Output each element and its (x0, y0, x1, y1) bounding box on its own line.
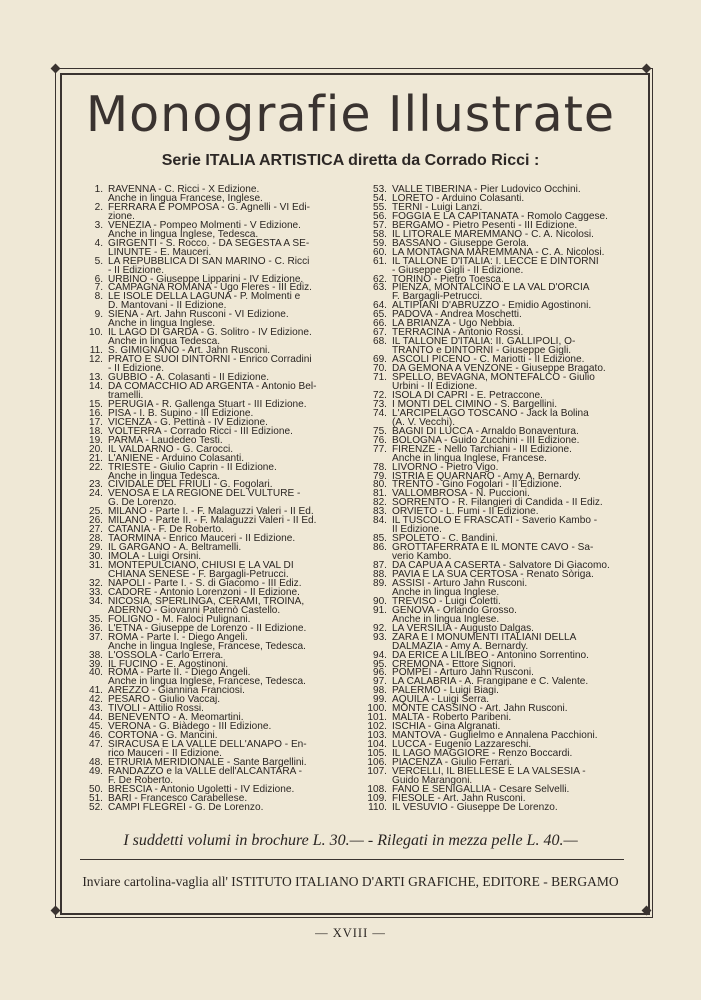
item-line: VERONA - G. Biàdego - III Edizione. (108, 721, 272, 733)
item-number: 49. (88, 765, 103, 777)
item-number: 65. (372, 309, 387, 321)
item-line: II Edizione. (392, 524, 442, 536)
item-number: 28. (88, 533, 103, 545)
item-number: 81. (372, 488, 387, 500)
item-number: 96. (372, 667, 387, 679)
item-line: TORINO - Pietro Toesca. (392, 273, 504, 285)
divider (80, 859, 624, 860)
item-line: Anche in lingua Tedesca. (108, 336, 221, 348)
item-number: 88. (372, 568, 387, 580)
item-number: 59. (372, 237, 387, 249)
item-number: 90. (372, 595, 387, 607)
item-number: 63. (372, 282, 387, 294)
item-line: SIENA - Art. Jahn Rusconi - VI Edizione. (108, 309, 289, 321)
item-line: PIACENZA - Giulio Ferrari. (392, 757, 513, 768)
item-line: GROTTAFERRATA E IL MONTE CAVO - Sa- (392, 542, 594, 554)
item-number: 16. (88, 407, 103, 419)
item-line: DA CAPUA A CASERTA - Salvatore Di Giacomo. (392, 560, 610, 572)
item-line: DA COMACCHIO AD ARGENTA - Antonio Bel- (108, 380, 317, 392)
item-number: 18. (88, 425, 103, 437)
item-number: 3. (94, 219, 103, 231)
item-line: PISA - I. B. Supino - III Edizione. (108, 407, 254, 419)
item-line: - II Edizione. (108, 264, 165, 276)
item-number: 57. (372, 219, 387, 231)
item-line: CAMPI FLEGREI - G. De Lorenzo. (108, 801, 264, 813)
price-line: I suddetti volumi in brochure L. 30.— - Rilegati in mezza pelle L. 40.— (123, 832, 578, 849)
item-line: IL VESUVIO - Giuseppe De Lorenzo. (392, 801, 558, 813)
item-number: 72. (372, 389, 387, 401)
item-number: 39. (88, 658, 103, 670)
item-number: 87. (372, 560, 387, 572)
item-number: 38. (88, 649, 103, 661)
item-number: 95. (372, 658, 387, 670)
item-line: VERCELLI, IL BIELLESE E LA VALSESIA - (392, 765, 586, 777)
item-number: 69. (372, 354, 387, 366)
item-number: 55. (372, 201, 387, 213)
item-number: 44. (88, 712, 103, 724)
item-line: IL TUSCOLO E FRASCATI - Saverio Kambo - (392, 515, 598, 527)
item-line: ZARA E I MONUMENTI ITALIANI DELLA (392, 631, 577, 643)
item-line: LA MONTAGNA MAREMMANA - C. A. Nicolosi. (392, 246, 605, 258)
item-number: 37. (88, 631, 103, 643)
monograph-list-right (366, 186, 636, 813)
item-number: 40. (88, 667, 103, 679)
item-line: IL LAGO DI GARDA - G. Solitro - IV Edizione. (108, 327, 312, 339)
list-item (366, 801, 636, 813)
item-number: 9. (94, 309, 103, 321)
item-number: 8. (94, 291, 103, 303)
item-number: 93. (372, 631, 387, 643)
item-line: LA VERSILIA - Augusto Dalgas. (392, 622, 534, 634)
item-number: 109. (367, 792, 387, 804)
item-line: MONTE CASSINO - Art. Jahn Rusconi. (392, 703, 568, 715)
item-line: Anche in lingua Inglese. (392, 613, 500, 625)
item-line: Guido Marangoni. (392, 774, 473, 786)
item-line: LA CALABRIA - A. Frangipane e C. Valente. (392, 676, 589, 688)
item-number: 42. (88, 694, 103, 706)
item-number: 103. (367, 730, 387, 742)
item-text (392, 801, 636, 813)
item-number: 58. (372, 228, 387, 240)
item-line: SORRENTO - R. Filangieri di Candida - II Ediz. (392, 497, 603, 509)
item-number: 47. (88, 739, 103, 751)
item-number: 102. (367, 721, 387, 733)
item-line: TERNI - Luigi Lanzi. (392, 201, 483, 213)
item-line: D. Mantovani - II Edizione. (108, 300, 227, 312)
item-line: MANTOVA - Guglielmo e Annalena Pacchioni. (392, 730, 598, 742)
item-line: CAMPAGNA ROMANA - Ugo Fleres - III Ediz. (108, 282, 312, 294)
item-line: IL LITORALE MAREMMANO - C. A. Nicolosi. (392, 228, 594, 240)
item-number: 76. (372, 434, 387, 446)
item-line: TAORMINA - Enrico Mauceri - II Edizione. (108, 533, 296, 545)
item-line: IL LAGO MAGGIORE - Renzo Boccardi. (392, 748, 573, 760)
item-number: 30. (88, 551, 103, 563)
item-line: tramelli. (108, 389, 144, 401)
item-line: SPOLETO - C. Bandini. (392, 533, 498, 545)
item-line: SPELLO, BEVAGNA, MONTEFALCO - Giulio (392, 372, 595, 384)
item-line: MILANO - Parte I. - F. Malaguzzi Valeri - II Ed. (108, 506, 314, 518)
item-line: TRIESTE - Giulio Caprin - II Edizione. (108, 461, 277, 473)
item-number: 2. (94, 201, 103, 213)
item-number: 29. (88, 542, 103, 554)
item-number: 21. (88, 452, 103, 464)
item-line: SIRACUSA E LA VALLE DELL'ANAPO - En- (108, 739, 307, 751)
item-number: 12. (88, 354, 103, 366)
item-line: CIVIDALE DEL FRIULI - G. Fogolari. (108, 479, 273, 491)
item-line: ORVIETO - L. Fumi - II Edizione. (392, 506, 539, 518)
item-line: ASSISI - Arturo Jahn Rusconi. (392, 577, 528, 589)
item-number: 53. (372, 184, 387, 195)
list-item (366, 631, 636, 652)
item-number: 70. (372, 363, 387, 375)
item-number: 6. (94, 273, 103, 285)
item-number: 101. (367, 712, 387, 724)
item-number: 60. (372, 246, 387, 258)
item-number: 77. (372, 443, 387, 455)
item-line: VICENZA - G. Pettinà - IV Edizione. (108, 416, 268, 428)
item-line: CORTONA - G. Mancini. (108, 730, 218, 742)
item-line: LE ISOLE DELLA LAGUNA - P. Molmenti e (108, 291, 301, 303)
item-line: PARMA - Laudedeo Testi. (108, 434, 223, 446)
item-number: 32. (88, 577, 103, 589)
item-number: 36. (88, 622, 103, 634)
item-number: 62. (372, 273, 387, 285)
item-number: 1. (94, 184, 103, 195)
publisher-line: Inviare cartolina-vaglia all' ISTITUTO ITALIANO D'ARTI GRAFICHE, EDITORE - BERGAMO (82, 874, 619, 889)
item-number: 68. (372, 336, 387, 348)
item-line: PRATO E SUOI DINTORNI - Enrico Corradini (108, 354, 312, 366)
item-line: GUBBIO - A. Colasanti - II Edizione. (108, 372, 270, 384)
page-number: — XVIII — (315, 926, 386, 940)
series-subtitle: Serie ITALIA ARTISTICA diretta da Corrado Ricci : (161, 152, 540, 169)
list-item (366, 255, 636, 276)
item-line: LA BRIANZA - Ugo Nebbia. (392, 318, 515, 330)
item-number: 33. (88, 586, 103, 598)
item-number: 75. (372, 425, 387, 437)
item-number: 26. (88, 515, 103, 527)
item-line: LINUNTE - E. Mauceri. (108, 246, 212, 258)
item-line: NAPOLI - Parte I. - S. di Giacomo - III Ediz. (108, 577, 302, 589)
item-line: PESARO - Giulio Vaccaj. (108, 694, 221, 706)
item-line: BERGAMO - Pietro Pesenti - III Edizione. (392, 219, 578, 231)
item-line: DA ERICE A LILIBEO - Antonino Sorrentino. (392, 649, 589, 661)
item-line: LIVORNO - Pietro Vigo. (392, 461, 499, 473)
item-line: Anche in lingua Inglese, Francese. (392, 452, 547, 464)
item-number: 92. (372, 622, 387, 634)
item-number: 34. (88, 595, 103, 607)
item-number: 78. (372, 461, 387, 473)
item-line: GIRGENTI - S. Rocco. - DA SEGESTA A SE- (108, 237, 310, 249)
item-line: Anche in lingua Francese, Inglese. (108, 192, 263, 204)
item-line: IL TALLONE D'ITALIA: I. LECCE E DINTORNI (392, 255, 599, 267)
item-line: L'ANIENE - Arduino Colasanti. (108, 452, 245, 464)
item-line: IL FUCINO - E. Agostinoni. (108, 658, 229, 670)
item-line: CATANIA - F. De Roberto. (108, 524, 224, 536)
item-number: 51. (88, 792, 103, 804)
item-line: FANO E SENIGALLIA - Cesare Selvelli. (392, 783, 570, 795)
item-line: I MONTI DEL CIMINO - S. Bargellini. (392, 398, 558, 410)
item-number: 98. (372, 685, 387, 697)
item-number: 7. (94, 282, 103, 294)
item-number: 48. (88, 757, 103, 768)
item-line: ROMA - Parte I. - Diego Angeli. (108, 631, 248, 643)
item-text (392, 255, 636, 276)
item-line: CHIANA SENESE - F. Bargagli-Petrucci. (108, 568, 289, 580)
item-line: verio Kambo. (392, 551, 452, 563)
page-title: Monografie Illustrate (85, 86, 616, 143)
item-text (108, 255, 344, 276)
item-line: DALMAZIA - Amy A. Bernardy. (392, 640, 529, 652)
item-number: 31. (88, 560, 103, 572)
item-line: F. De Roberto. (108, 774, 174, 786)
item-line: PADOVA - Andrea Moschetti. (392, 309, 522, 321)
item-line: TREVISO - Luigi Coletti. (392, 595, 501, 607)
item-line: IMOLA - Luigi Orsini. (108, 551, 202, 563)
item-line: VALLE TIBERINA - Pier Ludovico Occhini. (392, 184, 581, 195)
item-number: 25. (88, 506, 103, 518)
item-number: 108. (367, 783, 387, 795)
item-line: BOLOGNA - Guido Zucchini - III Edizione. (392, 434, 580, 446)
item-line: GENOVA - Orlando Grosso. (392, 604, 517, 616)
item-line: POMPEI - Arturo Jahn Rusconi. (392, 667, 534, 679)
item-number: 79. (372, 470, 387, 482)
list-item (82, 255, 344, 276)
item-line: MONTEPULCIANO, CHIUSI E LA VAL DI (108, 560, 294, 572)
item-text (392, 443, 636, 464)
item-number: 5. (94, 255, 103, 267)
monograph-list-left (82, 186, 344, 813)
item-line: RANDAZZO e la VALLE dell'ALCANTARA - (108, 765, 302, 777)
item-number: 80. (372, 479, 387, 491)
item-number: 41. (88, 685, 103, 697)
item-line: CREMONA - Ettore Signori. (392, 658, 516, 670)
item-number: 35. (88, 613, 103, 625)
item-number: 99. (372, 694, 387, 706)
item-number: 56. (372, 210, 387, 222)
item-line: - II Edizione. (108, 363, 165, 375)
item-number: 10. (88, 327, 103, 339)
item-number: 14. (88, 380, 103, 392)
item-line: BRESCIA - Antonio Ugoletti - IV Edizione. (108, 783, 295, 795)
item-number: 106. (367, 757, 387, 768)
item-number: 13. (88, 372, 103, 384)
item-line: ALTIPIANI D'ABRUZZO - Emidio Agostinoni. (392, 300, 592, 312)
list-item (82, 631, 344, 652)
item-line: ADERNO - Giovanni Paternò Castello. (108, 604, 281, 616)
item-line: TRENTO - Gino Fogolari - II Edizione. (392, 479, 562, 491)
item-line: F. Bargagli-Petrucci. (392, 291, 483, 303)
item-line: FOGGIA E LA CAPITANATA - Romolo Caggese. (392, 210, 608, 222)
item-number: 20. (88, 443, 103, 455)
item-text (108, 631, 344, 652)
item-line: TIVOLI - Attilio Rossi. (108, 703, 204, 715)
item-number: 110. (368, 801, 387, 813)
item-line: PIENZA, MONTALCINO E LA VAL D'ORCIA (392, 282, 590, 294)
item-line: (A. V. Vecchi). (392, 416, 456, 428)
item-number: 45. (88, 721, 103, 733)
item-number: 73. (372, 398, 387, 410)
item-number: 107. (367, 765, 387, 777)
item-line: rico Mauceri - II Edizione. (108, 748, 222, 760)
item-line: FIRENZE - Nello Tarchiani - III Edizione. (392, 443, 572, 455)
item-line: DA GEMONA A VENZONE - Giuseppe Bragato. (392, 363, 606, 375)
list-item (366, 443, 636, 464)
item-text (392, 631, 636, 652)
item-number: 97. (372, 676, 387, 688)
item-number: 46. (88, 730, 103, 742)
item-line: LA REPUBBLICA DI SAN MARINO - C. Ricci (108, 255, 310, 267)
item-line: BASSANO - Giuseppe Gerola. (392, 237, 529, 249)
item-line: S. GIMIGNANO - Art. Jahn Rusconi. (108, 345, 271, 357)
item-line: ISTRIA E QUARNARO - Amy A. Bernardy. (392, 470, 581, 482)
item-number: 100. (367, 703, 387, 715)
item-number: 19. (88, 434, 103, 446)
item-line: Anche in lingua Inglese, Francese, Tedesca. (108, 676, 306, 688)
item-line: ISOLA DI CAPRI - E. Petraccone. (392, 389, 543, 401)
item-number: 23. (88, 479, 103, 491)
item-line: FOLIGNO - M. Faloci Pulignani. (108, 613, 251, 625)
item-line: PAVIA E LA SUA CERTOSA - Renato Sòriga. (392, 568, 594, 580)
item-number: 64. (372, 300, 387, 312)
item-number: 27. (88, 524, 103, 536)
item-line: VOLTERRA - Corrado Ricci - III Edizione. (108, 425, 293, 437)
item-number: 61. (372, 255, 387, 267)
item-line: VENEZIA - Pompeo Molmenti - V Edizione. (108, 219, 301, 231)
item-line: TRANTO e DINTORNI - Giuseppe Gigli. (392, 345, 572, 357)
item-line: BAGNI DI LUCCA - Arnaldo Bonaventura. (392, 425, 579, 437)
item-number: 22. (88, 461, 103, 473)
item-number: 17. (88, 416, 103, 428)
item-line: PERUGIA - R. Gallenga Stuart - III Edizione. (108, 398, 307, 410)
item-line: FIESOLE - Art. Jahn Rusconi. (392, 792, 526, 804)
item-line: LUCCA - Eugenio Lazzareschi. (392, 739, 532, 751)
item-number: 91. (372, 604, 387, 616)
item-line: BENEVENTO - A. Meomartini. (108, 712, 244, 724)
list-item (82, 237, 344, 258)
item-number: 43. (88, 703, 103, 715)
item-line: BARI - Francesco Carabellese. (108, 792, 248, 804)
item-line: IL VALDARNO - G. Carocci. (108, 443, 234, 455)
item-line: Urbini - II Edizione. (392, 380, 478, 392)
item-number: 71. (372, 372, 387, 384)
item-line: Anche in lingua Inglese, Tedesca. (108, 228, 259, 240)
item-number: 50. (88, 783, 103, 795)
item-text (108, 237, 344, 258)
item-line: ISCHIA - Gina Algranati. (392, 721, 501, 733)
item-number: 74. (372, 407, 387, 419)
item-line: ASCOLI PICENO - C. Mariotti - II Edizione. (392, 354, 585, 366)
item-line: RAVENNA - C. Ricci - X Edizione. (108, 184, 260, 195)
item-line: L'ARCIPELAGO TOSCANO - Jack la Bolina (392, 407, 589, 419)
item-line: MALTA - Roberto Paribeni. (392, 712, 512, 724)
item-number: 15. (88, 398, 103, 410)
item-line: ROMA - Parte II. - Diego Angeli. (108, 667, 251, 679)
item-number: 52. (88, 801, 103, 813)
item-number: 104. (367, 739, 387, 751)
item-line: L'OSSOLA - Carlo Errera. (108, 649, 224, 661)
item-number: 84. (372, 515, 387, 527)
item-line: MILANO - Parte II. - F. Malaguzzi Valeri - II Ed. (108, 515, 317, 527)
item-number: 24. (88, 488, 103, 500)
item-line: NICOSIA, SPERLINGA, CERAMI, TROINA, (108, 595, 305, 607)
item-line: Anche in lingua Inglese. (108, 318, 216, 330)
item-number: 89. (372, 577, 387, 589)
item-line: CADORE - Antonio Lorenzoni - II Edizione. (108, 586, 300, 598)
item-line: Anche in lingua Tedesca. (108, 470, 221, 482)
item-number: 85. (372, 533, 387, 545)
item-line: TERRACINA - Antonio Rossi. (392, 327, 524, 339)
item-number: 105. (367, 748, 387, 760)
item-number: 4. (94, 237, 103, 249)
item-line: G. De Lorenzo. (108, 497, 177, 509)
item-line: zione. (108, 210, 135, 222)
item-number: 66. (372, 318, 387, 330)
item-line: AQUILA - Luigi Serra. (392, 694, 490, 706)
item-number: 82. (372, 497, 387, 509)
item-text (108, 801, 344, 813)
item-number: 86. (372, 542, 387, 554)
item-line: Anche in lingua Inglese, Francese, Tedesca. (108, 640, 306, 652)
item-line: VALLOMBROSA - N. Puccioni. (392, 488, 530, 500)
item-line: LORETO - Arduino Colasanti. (392, 192, 525, 204)
item-line: FERRARA E POMPOSA - G. Agnelli - VI Edi- (108, 201, 310, 213)
item-line: Anche in lingua Inglese. (392, 586, 500, 598)
item-number: 83. (372, 506, 387, 518)
item-line: URBINO - Giuseppe Lipparini - IV Edizione. (108, 273, 304, 285)
item-line: ETRURIA MERIDIONALE - Sante Bargellini. (108, 757, 307, 768)
item-number: 94. (372, 649, 387, 661)
item-number: 11. (89, 345, 103, 357)
item-line: IL TALLONE D'ITALIA: II. GALLIPOLI, O- (392, 336, 576, 348)
item-number: 54. (372, 192, 387, 204)
item-line: IL GARGANO - A. Beltramelli. (108, 542, 242, 554)
list-item (82, 801, 344, 813)
item-line: PALERMO - Luigi Biagi. (392, 685, 499, 697)
item-line: AREZZO - Giannina Franciosi. (108, 685, 245, 697)
item-line: - Giuseppe Gigli - II Edizione. (392, 264, 524, 276)
item-number: 67. (372, 327, 387, 339)
item-line: VENOSA E LA REGIONE DEL VULTURE - (108, 488, 301, 500)
item-line: L'ETNA - Giuseppe de Lorenzo - II Edizione. (108, 622, 307, 634)
